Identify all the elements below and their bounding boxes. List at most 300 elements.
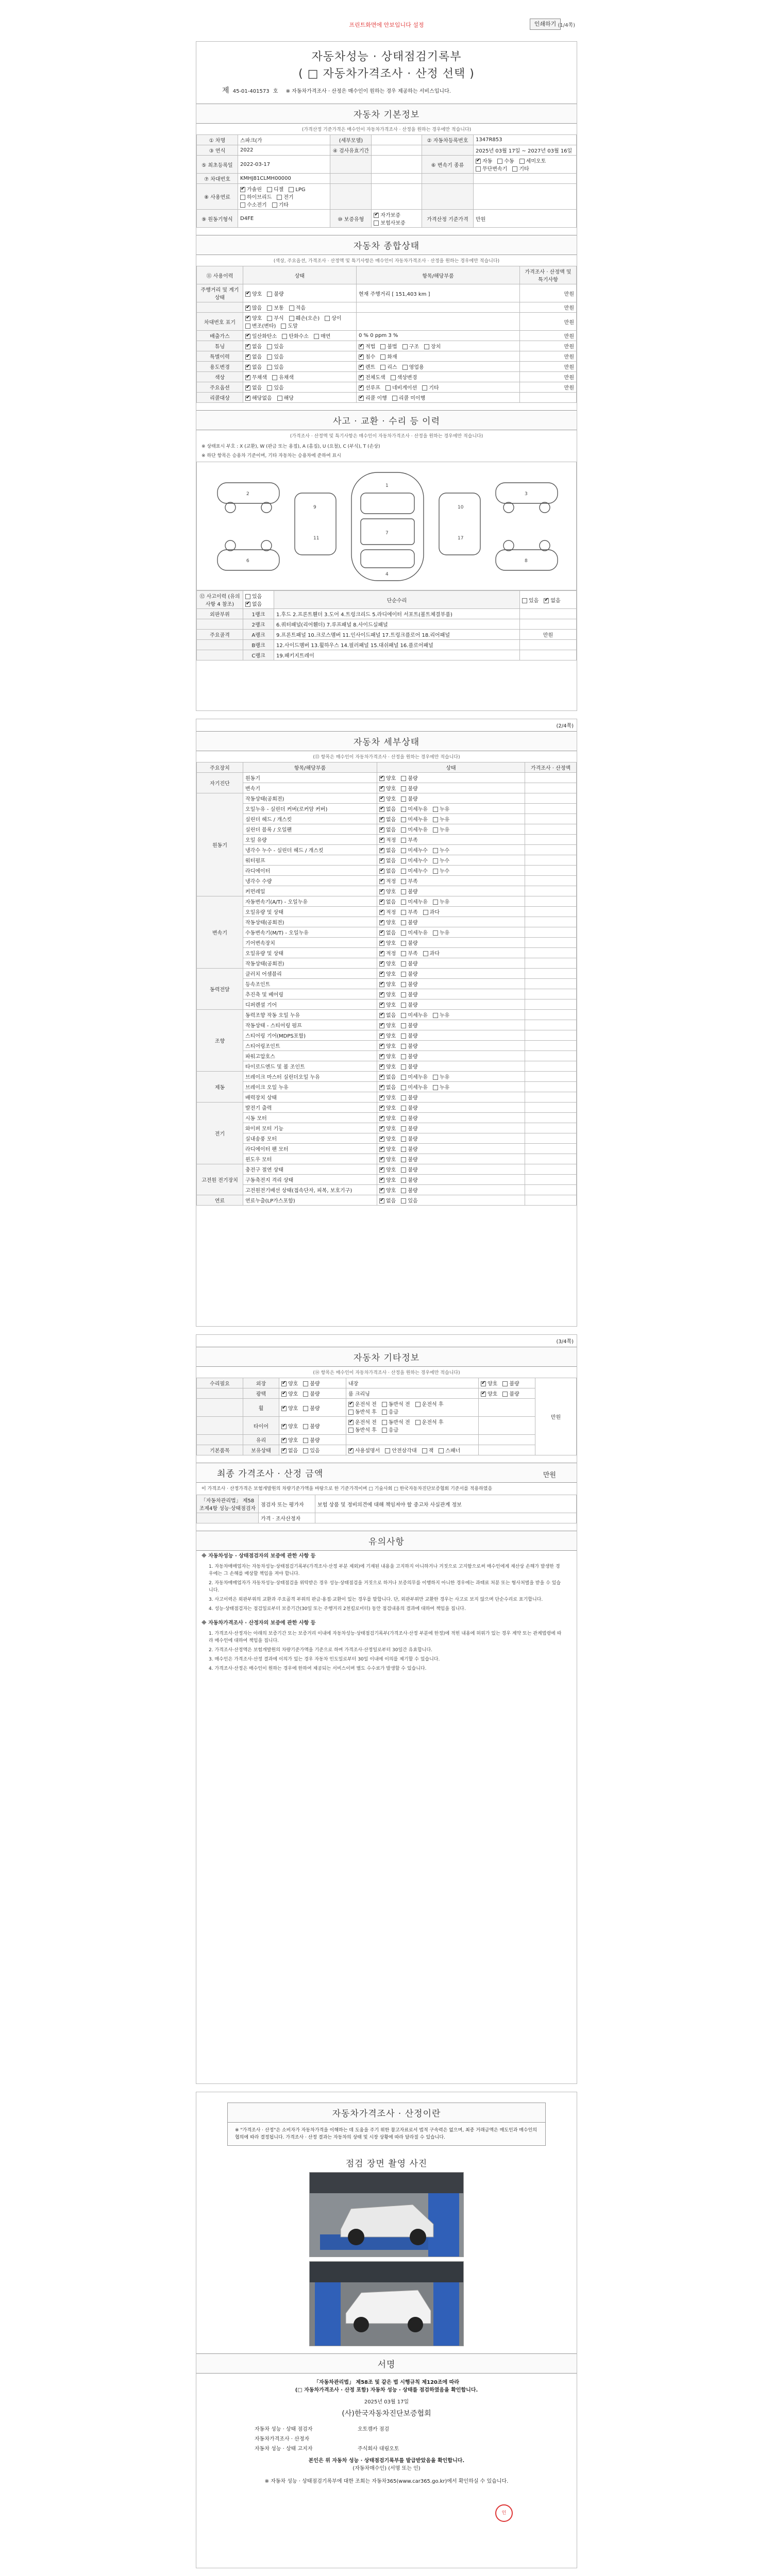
table-row: [197, 351, 577, 362]
status-option: [401, 786, 417, 792]
table-row: [197, 855, 577, 866]
option-label: 세미오토: [526, 159, 546, 164]
checkbox-icon: [433, 930, 438, 936]
detail-status: [377, 1123, 525, 1133]
detail-item: 발전기 출력: [243, 1103, 377, 1113]
basic-label-b: (세부모델): [330, 135, 372, 145]
detail-status: [377, 979, 525, 989]
basic-value-b: [372, 184, 422, 210]
checkbox-icon: [348, 1448, 354, 1453]
svg-text:9: 9: [313, 505, 316, 510]
option-label: 불량: [408, 1064, 418, 1070]
status-option: [401, 1023, 417, 1029]
summary-price: 만원: [520, 302, 577, 313]
option-label: 매연: [320, 334, 331, 340]
summary-detail: [357, 362, 520, 372]
table-row: [197, 174, 577, 184]
page-3-number: (3/4쪽): [556, 1339, 574, 1345]
car-diagram: [196, 462, 577, 590]
checkbox-icon: [379, 869, 384, 874]
summary-detail: 0 % 0 ppm 3 %: [357, 331, 520, 341]
checkbox-icon: [402, 344, 408, 349]
checkbox-icon: [401, 1178, 406, 1183]
status-option: [379, 1147, 396, 1153]
option-label: 누유: [439, 1013, 450, 1019]
detail-group: 변속기: [197, 896, 243, 969]
option-label: 부족: [408, 838, 418, 843]
detail-status: [377, 938, 525, 948]
checkbox-icon: [401, 858, 406, 863]
status-option: [401, 1013, 428, 1019]
option-label: 부족: [408, 910, 418, 916]
option-label: 네비게이션: [392, 385, 417, 391]
table-row: [197, 1041, 577, 1051]
status-option: [401, 910, 417, 916]
summary-detail: [357, 372, 520, 382]
detail-status: [377, 1030, 525, 1041]
detail-item: 워터펌프: [243, 855, 377, 866]
checkbox-icon: [267, 385, 272, 391]
option-label: 양호: [488, 1381, 498, 1387]
detail-title: 자동차 세부상태: [196, 731, 577, 751]
checkbox-icon: [267, 187, 272, 192]
checkbox-icon: [325, 316, 330, 321]
detail-status: [377, 917, 525, 927]
detail-table: [196, 762, 577, 1206]
checkbox-icon: [401, 1044, 406, 1049]
summary-price: 만원: [520, 372, 577, 382]
caution-item: 4. 가격조사·산정은 매수인이 원하는 경우에 한하여 제공되는 서비스이며 별도 수수료가 발생할 수 있습니다.: [209, 1666, 427, 1671]
status-option: [245, 324, 276, 329]
status-option: [382, 1420, 410, 1426]
checkbox-icon: [544, 598, 549, 603]
basic-value-2: [474, 174, 577, 184]
detail-item: 오일유량 및 상태: [243, 907, 377, 917]
summary-detail: [357, 341, 520, 351]
option-label: 누유: [439, 827, 450, 833]
option-label: 리콜 미이행: [398, 396, 426, 401]
option-label: 양호: [288, 1405, 298, 1412]
summary-key: 리콜대상: [197, 393, 243, 403]
status-option: [433, 1013, 449, 1019]
basic-label-2: [422, 145, 474, 156]
other-item: 휠: [243, 1399, 279, 1417]
status-option: [245, 334, 277, 340]
status-option: [325, 316, 341, 321]
checkbox-icon: [245, 316, 250, 321]
status-option: [379, 1033, 396, 1039]
option-label: 양호: [252, 316, 262, 321]
summary-price: 만원: [520, 313, 577, 331]
status-option: [415, 1420, 444, 1426]
caution-title: 유의사항: [196, 1531, 577, 1551]
summary-detail: [357, 351, 520, 362]
basic-value: KMHJ81CLMH00000: [238, 174, 330, 184]
panel-items: 6.쿼터패널(리어휀더) 7.루프패널 8.사이드실패널: [274, 619, 520, 630]
sign-footer: ※ 자동차 성능 · 상태점검기록부에 대한 조회는 자동차365(www.car365.go.kr)에서 확인하실 수 있습니다.: [264, 2479, 509, 2484]
sign-date: 2025년 03월 17일: [364, 2399, 409, 2405]
status-option: [272, 202, 289, 208]
checkbox-icon: [382, 1402, 387, 1407]
checkbox-icon: [281, 1424, 287, 1429]
status-option: [476, 166, 507, 172]
panel-rank: B랭크: [243, 640, 274, 650]
table-row: [197, 835, 577, 845]
status-option: [379, 1095, 396, 1101]
status-option: [401, 900, 428, 905]
print-button[interactable]: 인쇄하기: [530, 19, 561, 30]
basic-label-2: ⑥ 변속기 종류: [422, 156, 474, 174]
status-option: [401, 951, 417, 957]
status-option: [245, 306, 262, 311]
status-option: [401, 1157, 417, 1163]
status-option: [240, 195, 272, 200]
checkbox-icon: [379, 1064, 384, 1070]
status-option: [267, 344, 283, 350]
final-r2-key: [197, 1513, 259, 1523]
basic-info-table: [196, 134, 577, 228]
status-option: [502, 1392, 519, 1397]
checkbox-icon: [433, 807, 438, 812]
status-option: [476, 159, 492, 164]
detail-item: 실린더 블록 / 오일팬: [243, 824, 377, 835]
checkbox-icon: [433, 900, 438, 905]
final-r2-value: 가격 · 조사산정자: [259, 1513, 315, 1523]
option-label: 화재: [387, 354, 397, 360]
table-row: [197, 1435, 577, 1445]
status-option: [379, 838, 396, 843]
checkbox-icon: [401, 1023, 406, 1028]
option-label: 불량: [408, 992, 418, 998]
summary-detail: [357, 382, 520, 393]
summary-key: 특별이력: [197, 351, 243, 362]
table-row: [197, 917, 577, 927]
checkbox-icon: [303, 1392, 308, 1397]
basic-label-2: 가격산정 기준가격: [422, 210, 474, 228]
other-status: [279, 1417, 346, 1435]
option-label: 보험사보증: [380, 221, 406, 226]
basic-label-2: [422, 174, 474, 184]
table-row: [197, 640, 577, 650]
other-title: 자동차 기타정보: [196, 1347, 577, 1367]
summary-header: ⑪ 사용이력: [197, 266, 243, 284]
detail-item: 냉각수 누수 - 실린더 헤드 / 개스킷: [243, 845, 377, 855]
table-row: [197, 804, 577, 814]
option-label: 디젤: [273, 187, 284, 193]
checkbox-icon: [401, 1188, 406, 1193]
status-option: [502, 1381, 519, 1387]
option-label: 불량: [408, 1023, 418, 1029]
other-status: [279, 1445, 346, 1455]
status-option: [379, 786, 396, 792]
option-label: 양호: [386, 961, 396, 967]
checkbox-icon: [379, 900, 384, 905]
status-option: [401, 1064, 417, 1070]
option-label: 누유: [439, 807, 450, 812]
sign-company: (사)한국자동차진단보증협회: [342, 2410, 431, 2418]
checkbox-icon: [303, 1438, 308, 1443]
checkbox-icon: [379, 838, 384, 843]
panel-price: 만원: [520, 630, 577, 640]
status-option: [382, 1428, 398, 1433]
table-row: [197, 989, 577, 999]
option-label: 동반석 전: [388, 1420, 410, 1426]
status-option: [379, 1075, 396, 1080]
summary-detail: [357, 313, 520, 331]
checkbox-icon: [245, 375, 250, 380]
detail-group: 전기: [197, 1103, 243, 1164]
option-label: 없음: [386, 848, 396, 854]
detail-item: 수동변속기(M/T) - 오일누유: [243, 927, 377, 938]
option-label: 적정: [386, 838, 396, 843]
summary-header: 가격조사 · 산정액 및 특기사항: [520, 266, 577, 284]
option-label: 불량: [408, 1054, 418, 1060]
status-option: [401, 1116, 417, 1122]
checkbox-icon: [282, 334, 287, 339]
detail-status: [377, 1082, 525, 1092]
caution-item: 4. 성능·상태점검자는 점검일로부터 보증기간(30일 또는 주행거리 2천킬로미터) 동안 점검내용의 결과에 대하여 책임을 집니다.: [209, 1606, 466, 1612]
option-label: 없음: [252, 344, 262, 350]
checkbox-icon: [433, 1013, 438, 1018]
table-row: [197, 969, 577, 979]
caution-heading-2: ※ 자동차가격조사 · 산정자의 보증에 관한 사항 등: [201, 1620, 316, 1626]
option-label: 불량: [408, 1178, 418, 1183]
other-key: 기본품목: [197, 1445, 243, 1455]
status-option: [401, 858, 428, 864]
status-option: [348, 1428, 377, 1433]
option-label: 미세누유: [408, 827, 428, 833]
status-option: [379, 1157, 396, 1163]
status-option: [303, 1448, 320, 1454]
basic-value-b: [372, 210, 422, 228]
detail-item: 클러치 어셈블리: [243, 969, 377, 979]
table-row: [197, 393, 577, 403]
other-key: [197, 1388, 243, 1399]
table-row: [197, 783, 577, 793]
basic-label: ① 차명: [197, 135, 238, 145]
final-r2-desc: [315, 1513, 577, 1523]
checkbox-icon: [245, 594, 250, 599]
status-option: [245, 365, 262, 370]
detail-status: [377, 886, 525, 896]
option-label: 없음: [386, 1075, 396, 1080]
detail-status: [377, 999, 525, 1010]
basic-value: 스파크(가: [238, 135, 330, 145]
status-option: [401, 807, 428, 812]
detail-status: [377, 866, 525, 876]
option-label: 전체도색: [365, 375, 385, 381]
checkbox-icon: [379, 972, 384, 977]
status-option: [282, 334, 309, 340]
status-option: [385, 385, 417, 391]
option-label: 불량: [310, 1392, 320, 1397]
svg-text:6: 6: [246, 558, 249, 564]
status-option: [433, 930, 449, 936]
status-option: [379, 1126, 396, 1132]
summary-detail: [357, 302, 520, 313]
option-label: 미세누유: [408, 1085, 428, 1091]
checkbox-icon: [512, 166, 517, 172]
status-option: [497, 159, 514, 164]
checkbox-icon: [401, 1147, 406, 1152]
summary-price: 만원: [520, 331, 577, 341]
other-detail: 룸 크리닝: [346, 1388, 479, 1399]
option-label: 무단변속기: [482, 166, 508, 172]
summary-key: 차대번호 표기: [197, 313, 243, 331]
checkbox-icon: [359, 385, 364, 391]
option-label: 누유: [439, 900, 450, 905]
status-option: [433, 869, 449, 874]
detail-header: 항목/해당부품: [243, 762, 377, 773]
other-table: [196, 1378, 577, 1455]
caution-list-1: [196, 1562, 577, 1614]
basic-value-2: 만원: [474, 210, 577, 228]
option-label: 양호: [386, 1106, 396, 1111]
page-number: (1/4쪽): [558, 23, 575, 28]
table-row: [197, 927, 577, 938]
basic-value-b: [372, 174, 422, 184]
summary-status: [243, 341, 357, 351]
page-2-number: (2/4쪽): [556, 723, 574, 729]
summary-status: [243, 284, 357, 302]
sign-r3-value: 주식회사 대림오토: [358, 2446, 399, 2452]
checkbox-icon: [415, 1420, 421, 1425]
checkbox-icon: [348, 1410, 354, 1415]
status-option: [379, 1003, 396, 1008]
table-row: [197, 341, 577, 351]
other-item: 외장: [243, 1378, 279, 1388]
option-label: 불량: [408, 889, 418, 895]
option-label: 불량: [408, 786, 418, 792]
option-label: 양호: [488, 1392, 498, 1397]
basic-value: D4FE: [238, 210, 330, 228]
page-4: [196, 2092, 577, 2568]
option-label: 양호: [386, 1147, 396, 1153]
summary-key: [197, 302, 243, 313]
detail-group: 연료: [197, 1195, 243, 1206]
status-option: [433, 817, 449, 823]
status-option: [481, 1392, 497, 1397]
status-option: [401, 1126, 417, 1132]
option-label: 자동: [482, 159, 493, 164]
option-label: 동반석 전: [388, 1402, 410, 1408]
detail-item: 라디에이터: [243, 866, 377, 876]
status-option: [281, 1381, 298, 1387]
car-top-view: [351, 472, 424, 581]
checkbox-icon: [401, 900, 406, 905]
option-label: 양호: [288, 1392, 298, 1397]
option-label: 누유: [439, 817, 450, 823]
option-label: 많음: [252, 306, 262, 311]
status-option: [379, 961, 396, 967]
detail-item: 커먼레일: [243, 886, 377, 896]
checkbox-icon: [267, 365, 272, 370]
checkbox-icon: [519, 159, 525, 164]
option-label: 없음: [386, 930, 396, 936]
basic-label: ⑧ 사용연료: [197, 184, 238, 210]
checkbox-icon: [267, 306, 272, 311]
detail-item: 윈도우 모터: [243, 1154, 377, 1164]
checkbox-icon: [433, 817, 438, 822]
status-option: [245, 344, 262, 350]
table-row: [197, 630, 577, 640]
other-key: 수리필요: [197, 1378, 243, 1388]
option-label: 없음: [252, 365, 262, 370]
checkbox-icon: [382, 1420, 387, 1425]
checkbox-icon: [476, 159, 481, 164]
detail-status: [377, 1154, 525, 1164]
other-detail: [346, 1445, 479, 1455]
status-option: [379, 889, 396, 895]
detail-status: [377, 1144, 525, 1154]
option-label: 누유: [439, 1085, 450, 1091]
panel-rank: A랭크: [243, 630, 274, 640]
detail-status: [377, 793, 525, 804]
summary-detail: 현재 주행거리 [ 151,403 km ]: [357, 284, 520, 302]
option-label: 불량: [408, 972, 418, 977]
svg-text:7: 7: [385, 531, 389, 536]
detail-status: [377, 907, 525, 917]
table-row: [197, 372, 577, 382]
doc-subtitle: ※ 자동차가격조사 · 산정은 매수인이 원하는 경우 제공하는 서비스입니다.: [285, 89, 451, 94]
table-row: [197, 1051, 577, 1061]
other-item: 광택: [243, 1388, 279, 1399]
option-label: 있음: [274, 344, 284, 350]
checkbox-icon: [277, 195, 282, 200]
status-option: [401, 961, 417, 967]
panel-price: [520, 619, 577, 630]
checkbox-icon: [245, 334, 250, 339]
status-option: [433, 1075, 449, 1080]
table-row: [197, 184, 577, 210]
checkbox-icon: [433, 869, 438, 874]
checkbox-icon: [379, 1013, 384, 1018]
checkbox-icon: [379, 1157, 384, 1162]
checkbox-icon: [289, 306, 294, 311]
checkbox-icon: [380, 365, 385, 370]
option-label: 기타: [519, 166, 529, 172]
option-label: 양호: [386, 1126, 396, 1132]
checkbox-icon: [382, 1410, 387, 1415]
option-label: 불량: [310, 1381, 320, 1387]
sign-buyer: (자동차매수인) (서명 또는 인): [352, 2466, 421, 2471]
status-option: [401, 930, 428, 936]
sign-decl-1: 「자동차관리법」 제58조 및 같은 법 시행규칙 제120조에 따라: [313, 2380, 460, 2385]
checkbox-icon: [348, 1428, 354, 1433]
checkbox-icon: [433, 827, 438, 833]
checkbox-icon: [245, 324, 250, 329]
detail-item: 작동상태(공회전): [243, 958, 377, 969]
status-option: [380, 344, 397, 350]
detail-item: 브레이크 마스터 실린더오일 누유: [243, 1072, 377, 1082]
checkbox-icon: [245, 354, 250, 360]
option-label: 미세누유: [408, 1013, 428, 1019]
car-diagram-svg: [197, 462, 577, 590]
detail-status: [377, 773, 525, 783]
status-option: [401, 1188, 417, 1194]
checkbox-icon: [422, 385, 427, 391]
status-option: [401, 920, 417, 926]
detail-item: 동력조향 작동 오일 누유: [243, 1010, 377, 1020]
table-row: [197, 938, 577, 948]
status-option: [267, 316, 283, 321]
checkbox-icon: [401, 910, 406, 915]
detail-status: [377, 1164, 525, 1175]
panel-group: 주요골격: [197, 630, 243, 640]
checkbox-icon: [401, 1085, 406, 1090]
other-status: [279, 1378, 346, 1388]
table-row: [197, 907, 577, 917]
